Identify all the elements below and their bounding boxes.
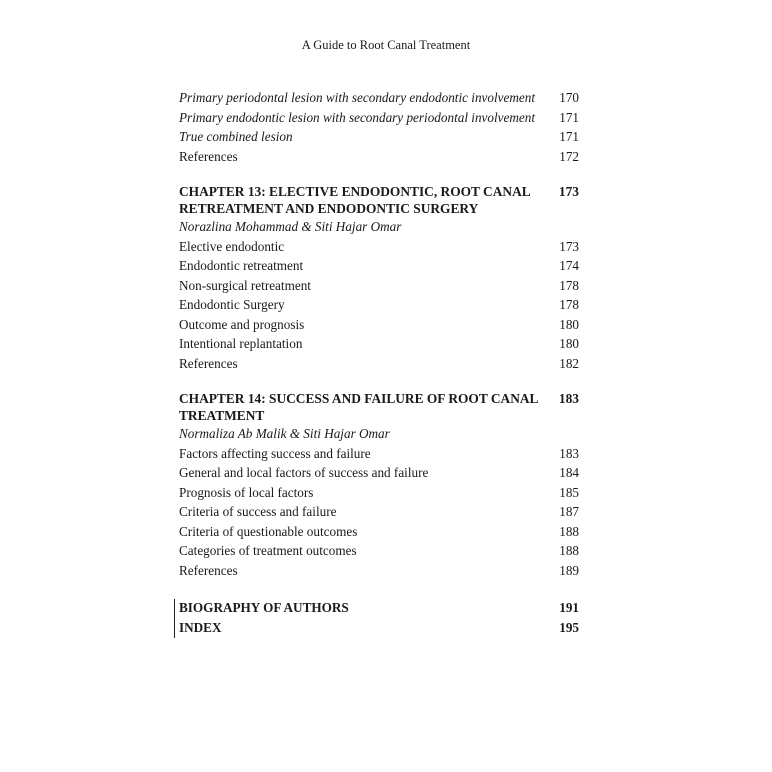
toc-entry-title: Criteria of questionable outcomes — [179, 523, 358, 539]
toc-entry-title: Non-surgical retreatment — [179, 277, 311, 293]
toc-entry[interactable] — [179, 502, 579, 522]
toc-entry[interactable] — [179, 334, 579, 354]
chapter-14-authors: Normaliza Ab Malik & Siti Hajar Omar — [179, 426, 390, 441]
table-of-contents — [179, 88, 579, 637]
margin-rule — [174, 599, 175, 638]
toc-entry[interactable] — [179, 315, 579, 335]
toc-entry-page: 188 — [559, 523, 579, 539]
toc-entry-title: Categories of treatment outcomes — [179, 543, 357, 558]
toc-entry-title: Primary periodontal lesion with secondary endodontic involvement — [179, 90, 535, 105]
toc-entry[interactable] — [179, 354, 579, 374]
toc-entry-page: 174 — [559, 258, 579, 273]
toc-entry-page: 180 — [559, 316, 579, 332]
toc-entry-title: True combined lesion — [179, 129, 293, 144]
toc-entry-biography[interactable] — [179, 598, 579, 618]
toc-entry[interactable] — [179, 147, 579, 167]
back-matter — [179, 598, 579, 637]
toc-entry-page: 178 — [559, 297, 579, 312]
toc-entry-title: Criteria of success and failure — [179, 504, 337, 519]
toc-entry-title: Endodontic retreatment — [179, 258, 304, 273]
toc-entry-page: 195 — [559, 619, 579, 635]
chapter-14-heading[interactable] — [179, 391, 579, 424]
chapter-title: CHAPTER 13: ELECTIVE ENDODONTIC, ROOT CANAL RETREATMENT AND ENDODONTIC SURGERY — [179, 184, 530, 216]
toc-entry[interactable] — [179, 295, 579, 315]
toc-entry-page: 187 — [559, 504, 579, 519]
chapter-page: 183 — [558, 391, 579, 406]
toc-entry-page: 180 — [559, 336, 579, 351]
toc-entry-page: 171 — [559, 109, 579, 125]
toc-entry-title: General and local factors of success and failure — [179, 465, 429, 480]
chapter-page: 173 — [558, 184, 579, 199]
chapter-13-heading[interactable] — [179, 184, 579, 217]
chapter-13-authors: Norazlina Mohammad & Siti Hajar Omar — [179, 219, 402, 234]
toc-entry-page: 184 — [559, 465, 579, 480]
toc-entry[interactable] — [179, 483, 579, 503]
toc-entry-page: 183 — [559, 445, 579, 461]
toc-entry-title: References — [179, 355, 238, 371]
toc-entry-title: References — [179, 148, 238, 164]
toc-entry-page: 191 — [559, 600, 579, 615]
toc-entry-page: 185 — [559, 484, 579, 500]
toc-entry-title: BIOGRAPHY OF AUTHORS — [179, 600, 349, 615]
toc-entry[interactable] — [179, 541, 579, 561]
toc-entry-title: Intentional replantation — [179, 336, 303, 351]
toc-entry-title: Factors affecting success and failure — [179, 445, 371, 461]
toc-entry[interactable] — [179, 256, 579, 276]
toc-entry-page: 182 — [559, 355, 579, 371]
chapter-title: CHAPTER 14: SUCCESS AND FAILURE OF ROOT CANAL TREATMENT — [179, 391, 538, 423]
toc-entry-page: 188 — [559, 543, 579, 558]
chapter-14-entries — [179, 444, 579, 581]
toc-entry[interactable] — [179, 463, 579, 483]
toc-entry-title: Primary endodontic lesion with secondary periodontal involvement — [179, 109, 535, 125]
top-entries — [179, 88, 579, 166]
toc-entry[interactable] — [179, 276, 579, 296]
toc-entry-title: Outcome and prognosis — [179, 316, 305, 332]
toc-entry[interactable] — [179, 237, 579, 257]
toc-entry[interactable] — [179, 127, 579, 147]
toc-entry-title: Elective endodontic — [179, 238, 285, 254]
toc-entry-page: 173 — [559, 238, 579, 254]
toc-entry[interactable] — [179, 88, 579, 108]
toc-entry-title: Prognosis of local factors — [179, 484, 314, 500]
toc-entry-page: 178 — [559, 277, 579, 293]
toc-entry[interactable] — [179, 444, 579, 464]
toc-entry-page: 189 — [559, 562, 579, 578]
toc-entry-title: INDEX — [179, 619, 222, 635]
toc-entry-page: 172 — [559, 148, 579, 164]
toc-entry-title: References — [179, 562, 238, 578]
toc-entry-page: 171 — [559, 129, 579, 144]
toc-entry-page: 170 — [559, 90, 579, 105]
toc-entry[interactable] — [179, 561, 579, 581]
running-header: A Guide to Root Canal Treatment — [301, 38, 471, 52]
toc-entry[interactable] — [179, 522, 579, 542]
toc-entry-title: Endodontic Surgery — [179, 297, 285, 312]
chapter-13-entries — [179, 237, 579, 374]
toc-entry-index[interactable] — [179, 618, 579, 638]
toc-entry[interactable] — [179, 108, 579, 128]
